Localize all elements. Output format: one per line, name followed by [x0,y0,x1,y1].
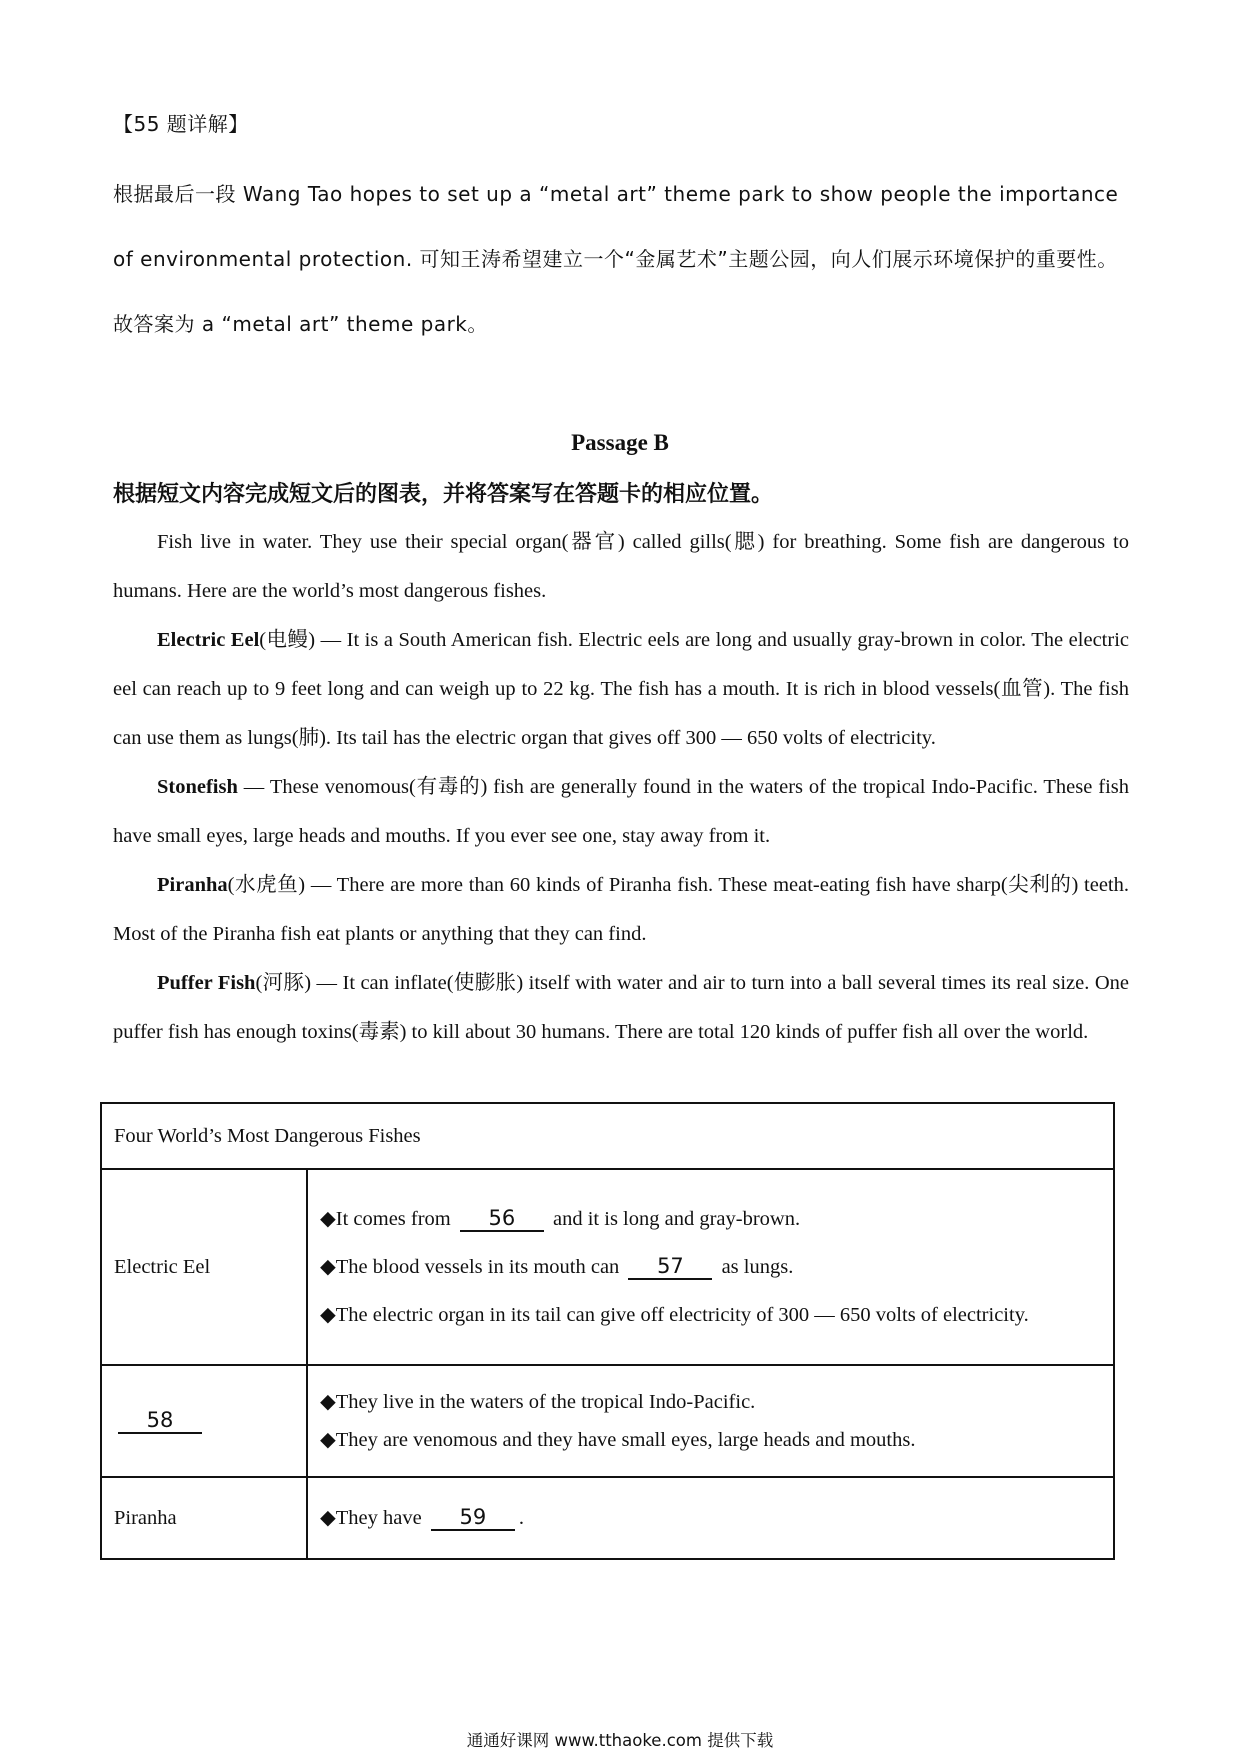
explanation-text: 根据最后一段 Wang Tao hopes to set up a “metal art” theme park to show people the importance of environmental protection. 可知王涛希望建立一个“金属艺术”主题公园，向人们展示环境保护的重要性。故答案为 a “metal art” theme park。 [113,182,1119,336]
cell-name-electric-eel: Electric Eel [101,1169,307,1365]
instruction-text: 根据短文内容完成短文后的图表，并将答案写在答题卡的相应位置。 [113,481,774,506]
cell-name-stonefish [101,1365,307,1477]
answer-blank-56: 56 [460,1206,544,1232]
explanation-heading: 【55 题详解】 [113,112,249,136]
cell-name-piranha: Piranha [101,1477,307,1559]
eel-line-1: ◆It comes from 56 and it is long and gray-brown. [320,1206,801,1230]
table-row-piranha [101,1477,1114,1559]
answer-explanation [113,108,1128,357]
term-puffer-fish: Puffer Fish [157,972,256,994]
page-footer: 通通好课网 www.tthaoke.com 提供下载 [466,1731,774,1750]
cell-details-piranha [307,1477,1114,1559]
piranha-line-1: ◆They have 59 . [320,1505,524,1529]
stone-line-2: ◆They are venomous and they have small eyes, large heads and mouths. [320,1429,916,1451]
answer-blank-59: 59 [431,1505,515,1531]
paragraph-puffer-fish: Puffer Fish(河豚) — It can inflate(使膨胀) itself with water and air to turn into a ball several times its real size. One puffer fish has enough toxins(毒素) to kill about 30 humans. There are total 120 kinds of puffer fish all over the world. [113,972,1129,1043]
table-title: Four World’s Most Dangerous Fishes [101,1103,1114,1169]
paragraph-piranha: Piranha(水虎鱼) — There are more than 60 kinds of Piranha fish. These meat-eating fish have sharp(尖利的) teeth. Most of the Piranha fish eat plants or anything that they can find. [113,874,1129,945]
cell-details-electric-eel [307,1169,1114,1365]
eel-line-3: ◆The electric organ in its tail can give off electricity of 300 — 650 volts of electricity. [320,1304,1029,1326]
eel-line-2: ◆The blood vessels in its mouth can 57 as lungs. [320,1254,794,1278]
term-electric-eel: Electric Eel [157,629,260,651]
cell-details-stonefish [307,1365,1114,1477]
answer-blank-57: 57 [628,1254,712,1280]
paragraph-electric-eel: Electric Eel(电鳗) — It is a South American fish. Electric eels are long and usually gray-brown in color. The electric eel can reach up to 9 feet long and can weigh up to 22 kg. The fish has a mouth. It is rich in blood vessels(血管). The fish can use them as lungs(肺). Its tail has the electric organ that gives off 300 — 650 volts of electricity. [113,629,1129,749]
passage-body [113,518,1129,1057]
answer-blank-58: 58 [118,1408,202,1434]
passage-title: Passage B [571,430,669,455]
term-piranha: Piranha [157,874,228,896]
term-stonefish: Stonefish [157,776,238,798]
paragraph-stonefish: Stonefish — These venomous(有毒的) fish are generally found in the waters of the tropical Indo-Pacific. These fish have small eyes, large heads and mouths. If you ever see one, stay away from it. [113,776,1129,847]
fish-table [100,1102,1115,1560]
table-row-electric-eel [101,1169,1114,1365]
table-row-stonefish [101,1365,1114,1477]
paragraph-intro: Fish live in water. They use their special organ(器官) called gills(腮) for breathing. Some fish are dangerous to humans. Here are the world’s most dangerous fishes. [113,531,1129,602]
stone-line-1: ◆They live in the waters of the tropical Indo-Pacific. [320,1391,756,1413]
